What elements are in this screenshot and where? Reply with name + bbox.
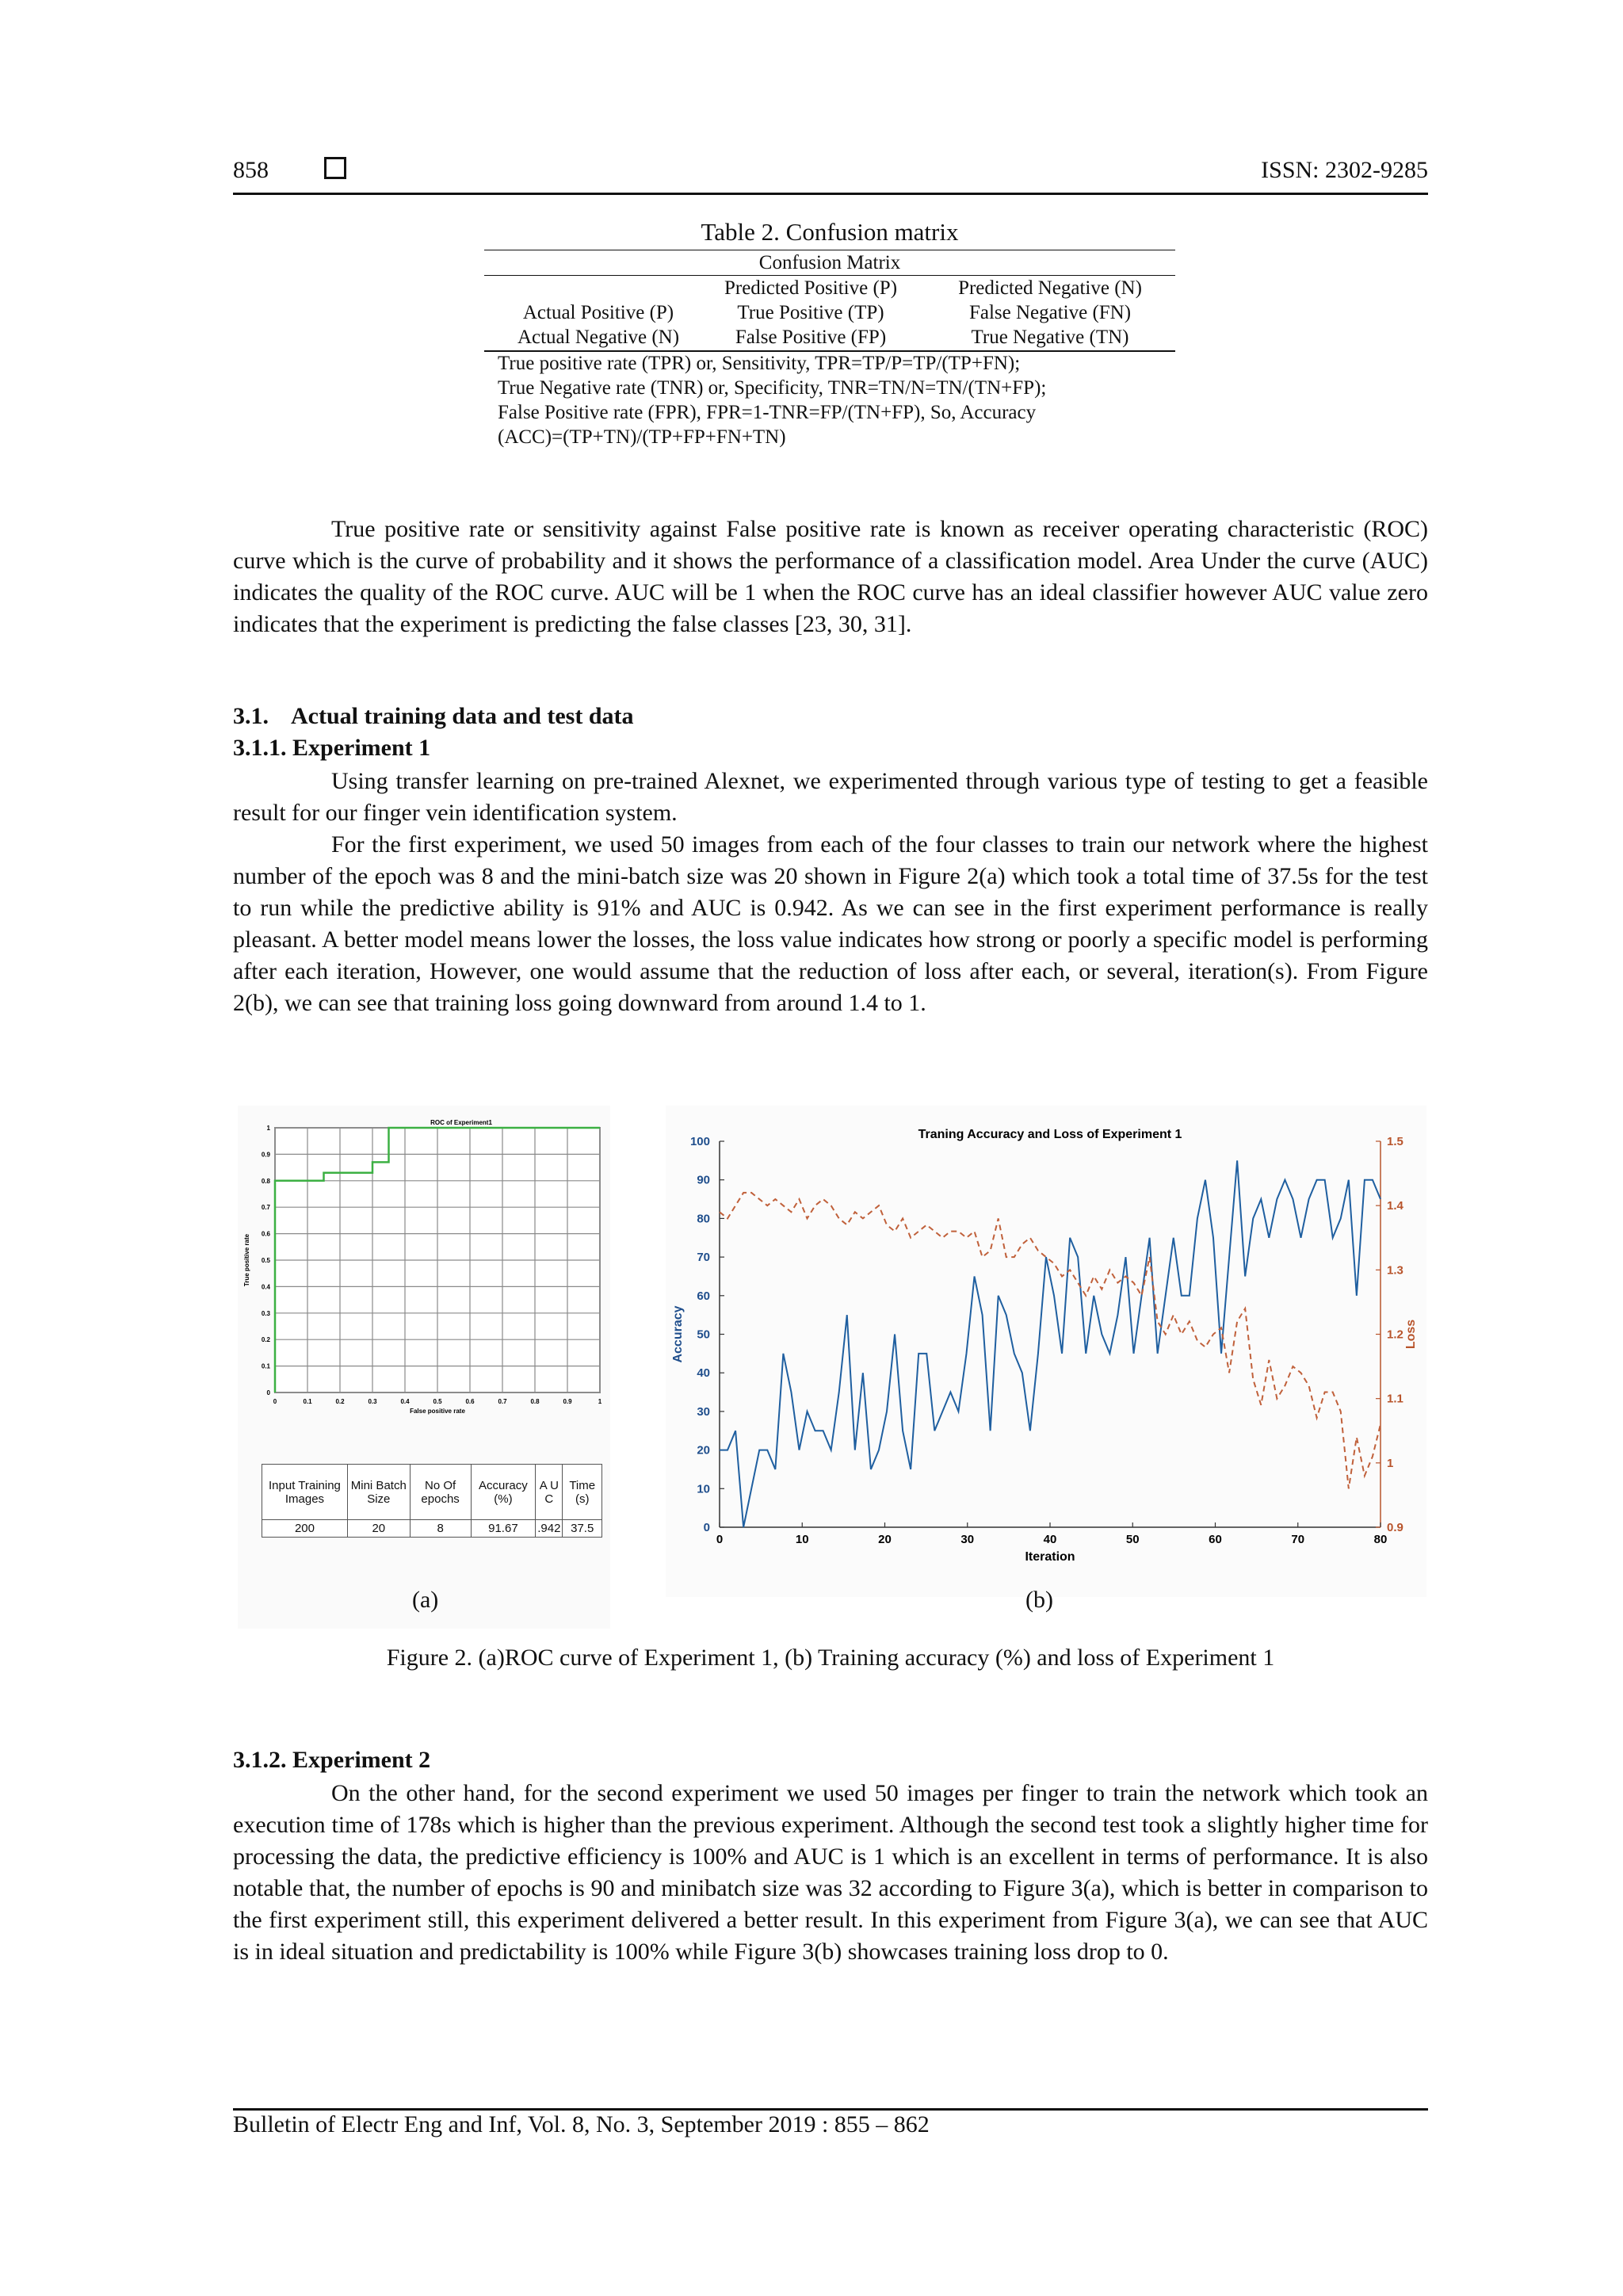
accuracy-line (720, 1160, 1381, 1527)
y2-tick-label: 0.9 (1387, 1521, 1403, 1534)
y-tick-label: 0 (703, 1521, 710, 1534)
x-tick-label: 0.3 (368, 1398, 377, 1405)
y-tick-label: 90 (697, 1173, 710, 1187)
y-tick-label: 50 (697, 1328, 710, 1342)
paragraph: On the other hand, for the second experiment we used 50 images per finger to train the network which took an execution time of 178s which is higher than the previous experiment. Although the second test took a slightly higher time for processing the data, the predictive efficiency is 100% and AUC is 1 which is an excellent in terms of performance. It is also notable that, the number of epochs is 90 and minibatch size was 32 according to Figure 3(a), which is better in comparison to the first experiment still, this experiment delivered a better result. In this experiment from Figure 3(a), we can see that AUC is in ideal situation and predictability is 100% while Figure 3(b) showcases training loss drop to 0. (233, 1780, 1428, 1965)
figure-caption: Figure 2. (a)ROC curve of Experiment 1, (b) Training accuracy (%) and loss of Experiment 1 (386, 1645, 1275, 1671)
roc-table-header: No Of epochs (410, 1465, 471, 1520)
roc-table-header: Input Training Images (262, 1465, 348, 1520)
table-note: True positive rate (TPR) or, Sensitivity, TPR=TP/P=TP/(TP+FN); (498, 353, 1021, 374)
y-tick-label: 0.2 (261, 1336, 270, 1344)
roc-table-value: .942 (536, 1520, 563, 1538)
table-row-label: Actual Negative (N) (517, 327, 680, 348)
y-tick-label: 100 (689, 1135, 710, 1148)
x-tick-label: 0.5 (433, 1398, 442, 1405)
y2-tick-label: 1.4 (1387, 1199, 1403, 1213)
issn: ISSN: 2302-9285 (1261, 157, 1428, 183)
roc-table-value: 8 (410, 1520, 471, 1538)
table-col-header: Predicted Negative (N) (958, 277, 1142, 299)
figure-2a (238, 1106, 610, 1629)
table-note: (ACC)=(TP+TN)/(TP+FP+FN+TN) (498, 426, 786, 448)
y-tick-label: 0.9 (261, 1151, 270, 1159)
figure-label-b: (b) (1025, 1587, 1053, 1613)
square-icon (324, 157, 346, 179)
y-tick-label: 60 (697, 1289, 710, 1303)
y-tick-label: 0.5 (261, 1257, 270, 1264)
table-cell: False Positive (FP) (735, 327, 887, 348)
table-caption: Table 2. Confusion matrix (701, 218, 959, 246)
roc-table-value: 20 (347, 1520, 410, 1538)
y-tick-label: 30 (697, 1404, 710, 1419)
x-tick-label: 70 (1291, 1533, 1305, 1546)
table-col-header: Predicted Positive (P) (724, 277, 898, 299)
x-tick-label: 0.1 (303, 1398, 312, 1405)
figure-2b (666, 1106, 1426, 1597)
roc-table-header: Accuracy (%) (471, 1465, 536, 1520)
y2-tick-label: 1 (1387, 1456, 1394, 1470)
y2-tick-label: 1.1 (1387, 1392, 1403, 1406)
y-tick-label: 40 (697, 1366, 710, 1381)
chart-title: ROC of Experiment1 (430, 1119, 492, 1126)
x-tick-label: 1 (598, 1398, 602, 1405)
page-number: 858 (233, 157, 269, 183)
table-cell: False Negative (FN) (968, 302, 1132, 323)
table-notes (498, 351, 1163, 449)
x-tick-label: 0.6 (465, 1398, 475, 1405)
figure-label-a: (a) (412, 1587, 439, 1613)
x-axis-label: False positive rate (410, 1408, 465, 1415)
x-tick-label: 0.4 (400, 1398, 410, 1405)
y-tick-label: 0.3 (261, 1309, 270, 1317)
y2-axis-label: Loss (1404, 1319, 1418, 1350)
y-tick-label: 20 (697, 1443, 710, 1457)
table-cell: True Negative (TN) (971, 327, 1129, 348)
x-tick-label: 0.2 (335, 1398, 345, 1405)
y-tick-label: 0.4 (261, 1283, 270, 1291)
roc-chart (238, 1106, 610, 1438)
chart-title: Traning Accuracy and Loss of Experiment 1 (918, 1128, 1182, 1141)
x-tick-label: 0.7 (498, 1398, 507, 1405)
roc-table-header: Mini Batch Size (347, 1465, 410, 1520)
x-tick-label: 80 (1373, 1533, 1388, 1546)
x-tick-label: 60 (1209, 1533, 1222, 1546)
y2-tick-label: 1.3 (1387, 1263, 1403, 1278)
section-heading (233, 703, 634, 730)
x-tick-label: 50 (1125, 1533, 1140, 1546)
section-number: 3.1. (233, 703, 269, 729)
paragraph: Using transfer learning on pre-trained Alexnet, we experimented through various type of testing to get a feasible result for our finger vein identification system. (233, 768, 1428, 826)
paragraph: For the first experiment, we used 50 images from each of the four classes to train our network where the highest number of the epoch was 8 and the mini-batch size was 20 shown in Figure 2(a) which took a total time of 37.5s for the test to run while the predictive ability is 91% and AUC is 0.942. As we can see in the first experiment performance is really pleasant. A better model means lower the losses, the loss value indicates how strong or poorly a specific model is performing after each iteration, However, one would assume that the reduction of loss after each, or several, iteration(s). From Figure 2(b), we can see that training loss going downward from around 1.4 to 1. (233, 831, 1428, 1016)
roc-table-value: 91.67 (471, 1520, 536, 1538)
y-tick-label: 0.7 (261, 1204, 270, 1212)
loss-line (720, 1193, 1381, 1488)
y-tick-label: 70 (697, 1251, 710, 1265)
table-note: False Positive rate (FPR), FPR=1-TNR=FP/(TN+FP), So, Accuracy (498, 402, 1037, 423)
accuracy-loss-chart (666, 1106, 1426, 1581)
subsection-heading: 3.1.1. Experiment 1 (233, 735, 431, 761)
footer-rule (233, 2108, 1428, 2111)
x-tick-label: 10 (795, 1533, 809, 1546)
x-tick-label: 30 (960, 1533, 975, 1546)
x-axis-label: Iteration (1025, 1550, 1075, 1564)
y-tick-label: 10 (697, 1482, 710, 1496)
x-tick-label: 20 (878, 1533, 892, 1546)
y-tick-label: 0 (266, 1389, 270, 1396)
y-tick-label: 1 (266, 1125, 270, 1132)
y-tick-label: 0.1 (261, 1362, 270, 1370)
roc-table-value: 200 (262, 1520, 348, 1538)
roc-table-header: A U C (536, 1465, 563, 1520)
roc-table-value: 37.5 (563, 1520, 602, 1538)
y-axis-label: True positive rate (243, 1233, 250, 1287)
roc-summary-table (262, 1464, 602, 1538)
table-group-header: Confusion Matrix (758, 252, 901, 273)
x-tick-label: 40 (1043, 1533, 1057, 1546)
table-mid-rule (484, 275, 1175, 276)
x-tick-label: 0.9 (563, 1398, 572, 1405)
table-note: True Negative rate (TNR) or, Specificity, TNR=TN/N=TN/(TN+FP); (498, 377, 1047, 399)
y2-tick-label: 1.5 (1387, 1135, 1403, 1148)
y-tick-label: 80 (697, 1212, 710, 1226)
x-tick-label: 0 (273, 1398, 277, 1405)
header-rule (233, 193, 1428, 195)
y-axis-label: Accuracy (671, 1305, 685, 1363)
y2-tick-label: 1.2 (1387, 1328, 1403, 1342)
subsection-heading: 3.1.2. Experiment 2 (233, 1747, 431, 1773)
x-tick-label: 0.8 (530, 1398, 540, 1405)
roc-table-header: Time (s) (563, 1465, 602, 1520)
y-tick-label: 0.6 (261, 1230, 270, 1238)
paragraph: True positive rate or sensitivity against False positive rate is known as receiver operating characteristic (ROC) curve which is the curve of probability and it shows the performance of a classification model. Area Under the curve (AUC) indicates the quality of the ROC curve. AUC will be 1 when the ROC curve has an ideal classifier however AUC value zero indicates that the experiment is predicting the false classes [23, 30, 31]. (233, 516, 1428, 637)
y-tick-label: 0.8 (261, 1177, 270, 1185)
x-tick-label: 0 (716, 1533, 724, 1546)
section-title: Actual training data and test data (291, 703, 634, 729)
table-row-label: Actual Positive (P) (522, 302, 674, 323)
table-cell: True Positive (TP) (737, 302, 884, 323)
footer-citation: Bulletin of Electr Eng and Inf, Vol. 8, No. 3, September 2019 : 855 – 862 (233, 2111, 930, 2137)
